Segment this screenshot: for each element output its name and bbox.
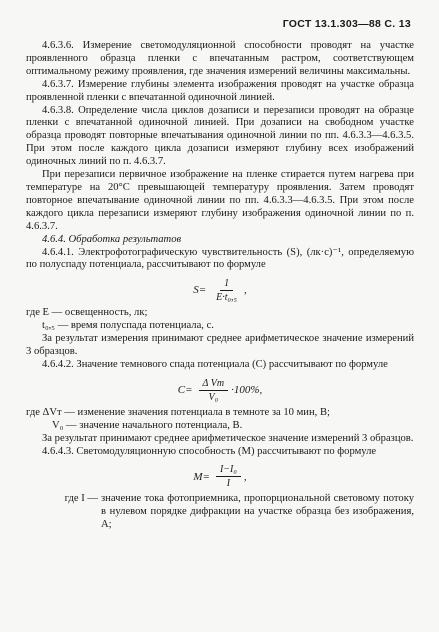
formula-fraction [199,378,229,403]
paragraph-4-6-3-7: 4.6.3.7. Измерение глубины элемента изображения проводят на участке образца проявленной пленки с впечатанной одиночной линией. [26,78,414,103]
formula-numerator: I−I₀ [216,464,241,477]
definition-delta-v: где ΔVт — изменение значения потенциала в темноте за 10 мин, В; [26,406,330,418]
formula-denominator: V₀ [208,391,219,403]
section-heading-4-6-4: 4.6.4. Обработка результатов [42,233,182,245]
formula-denominator: I [226,478,231,490]
formula-lhs: S= [193,284,207,297]
paragraph-4-6-4-3: 4.6.4.3. Светомодуляционную способность (М) рассчитывают по формуле [42,445,377,457]
formula-numerator: 1 [220,278,233,291]
paragraph-result-2: За результат принимают среднее арифметическое значение измерений 3 образцов. [42,432,414,444]
document-body [26,40,414,532]
formula-denominator: E·t₀,₅ [216,292,238,304]
definition-term: где I — [64,493,98,505]
definition-v0: V₀ — значение начального потенциала, В. [52,419,243,431]
formula-dark-decay [26,378,414,403]
paragraph-4-6-3-8: 4.6.3.8. Определение числа циклов дозаписи и перезаписи проводят на образце пленки с впечатанной одиночной линией. При дозаписи на свободном участке образца проводят повторные впечатывания одиночной линии по пп. 4.6.3.3—4.6.3.5. При этом после каждого цикла дозаписи измеряют глубину всех изображений одиночных линий по п. 4.6.3.7. [26,104,414,168]
paragraph-4-6-4-1: 4.6.4.1. Электрофотографическую чувствительность (S), (лк·с)⁻¹, определяемую по полуспаду потенциала, рассчитывают по формуле [26,246,414,271]
formula-tail: ·100%, [231,383,263,396]
formula-modulation [26,464,414,489]
formula-tail: , [244,284,247,297]
paragraph-4-6-4-2: 4.6.4.2. Значение темнового спада потенциала (С) рассчитывают по формуле [42,358,388,370]
formula-lhs: C= [177,383,193,396]
formula-numerator: Δ Vт [199,378,229,391]
formula-fraction [212,278,241,303]
definition-e: где E — освещенность, лк; [26,307,148,319]
page-header: ГОСТ 13.1.303—88 С. 13 [282,18,411,30]
paragraph-4-6-3-6: 4.6.3.6. Измерение светомодуляционной способности проводят на участке проявленного образца пленки с впечатанным растром, соответствующем оптимальному режиму проявления, где значения измерений величины максимальны. [26,40,414,77]
definition-i [26,493,414,532]
definition-text: значение тока фотоприемника, пропорциональной световому потоку в нулевом порядке дифракции на участке образца без изображения, А; [101,493,414,531]
formula-fraction [216,464,241,489]
paragraph-result-1: За результат измерения принимают среднее арифметическое значение измерений 3 образцов. [26,333,414,358]
formula-sensitivity [26,278,414,303]
formula-lhs: M= [193,470,210,483]
formula-tail: , [243,470,247,483]
definition-t05: t₀,₅ — время полуспада потенциала, с. [42,320,214,332]
paragraph-rewrite: При перезаписи первичное изображение на пленке стирается путем нагрева при температуре на 20°С превышающей температуру проявления. Затем проводят повторное впечатывание одиночной линии по пп. 4.6.3.3—4.6.3.5. При этом после каждого цикла перезаписи измеряют глубину изображения одиночной линии по п. 4.6.3.7. [26,169,414,232]
